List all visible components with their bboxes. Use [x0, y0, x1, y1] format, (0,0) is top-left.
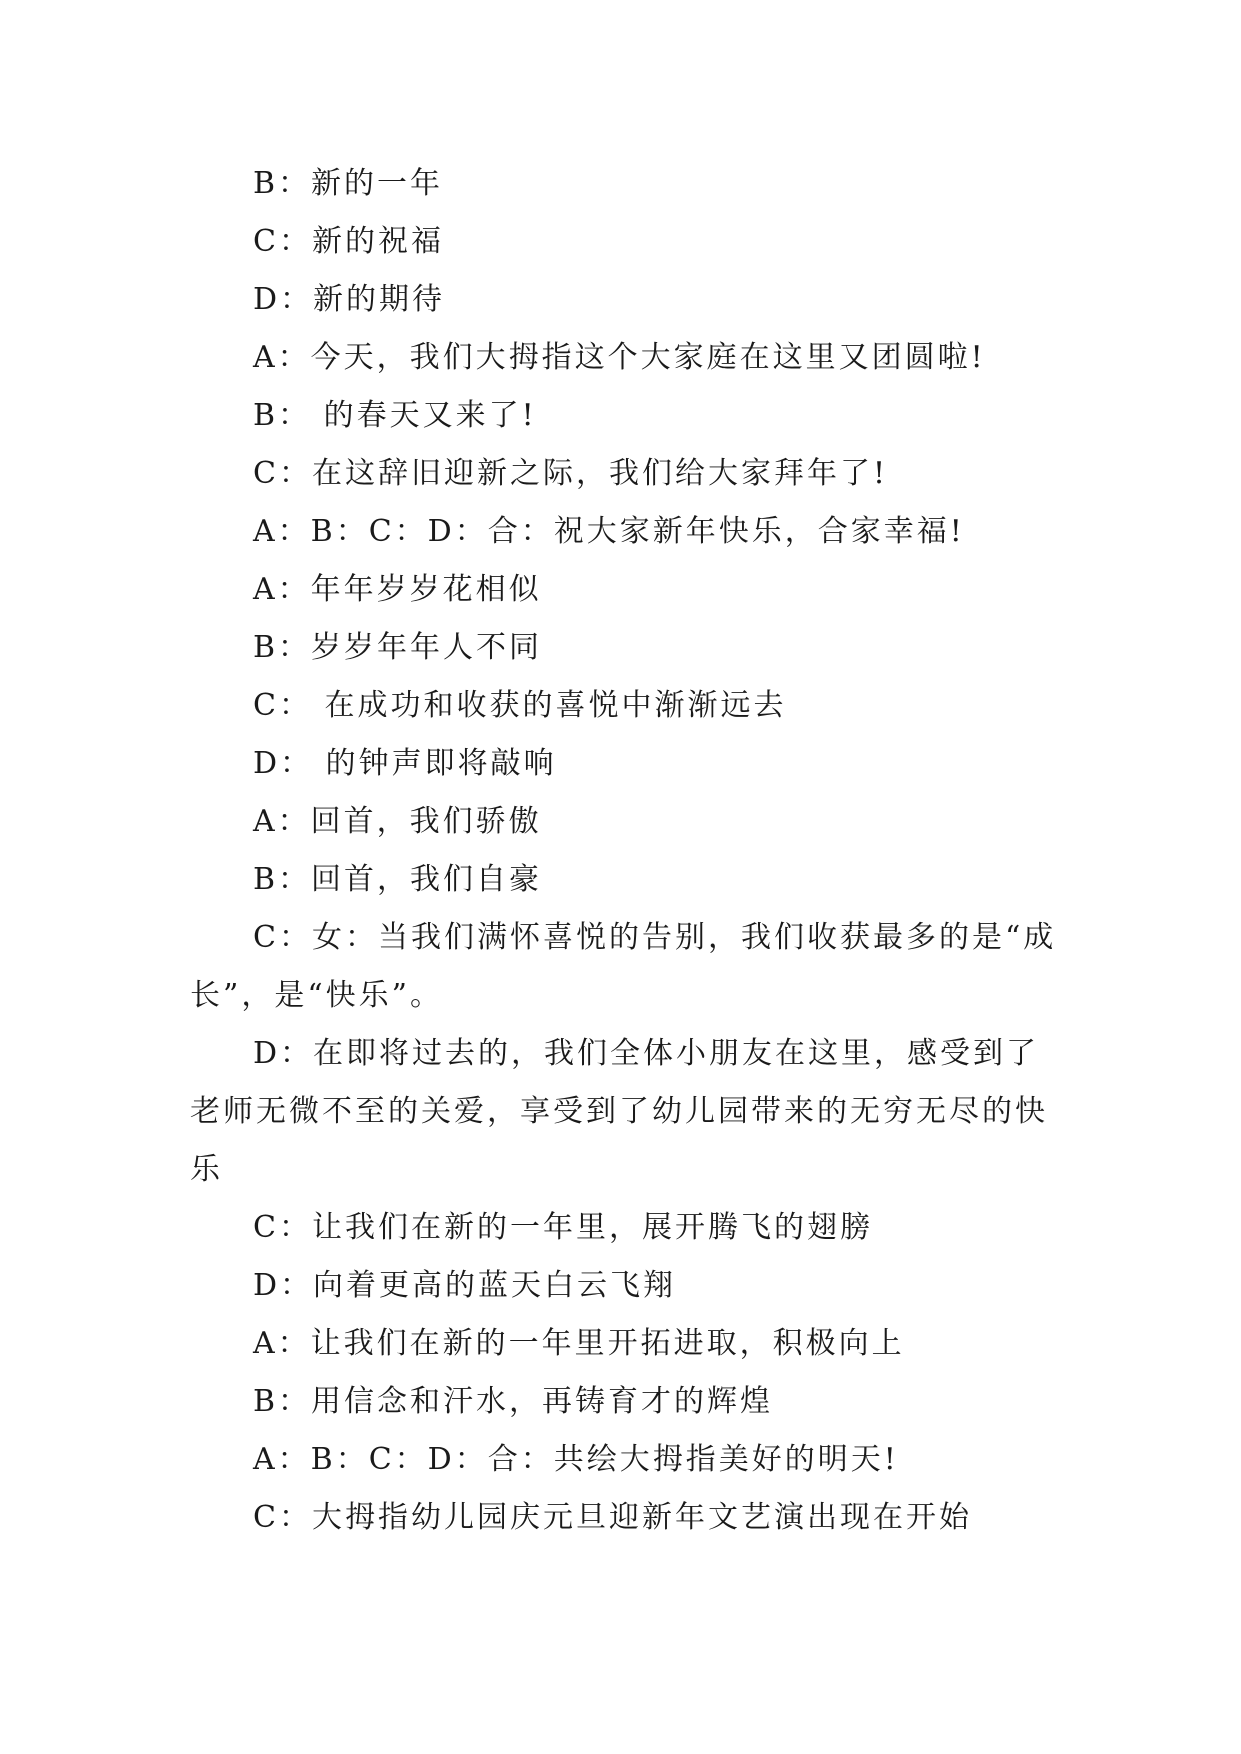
paragraph: A：B：C：D：合：祝大家新年快乐，合家幸福! — [253, 514, 965, 549]
paragraph: B：新的一年 — [253, 166, 444, 201]
paragraph: D：向着更高的蓝天白云飞翔 — [253, 1268, 677, 1303]
paragraph: D：在即将过去的，我们全体小朋友在这里，感受到了老师无微不至的关爱，享受到了幼儿园带来的无穷无尽的快乐 — [190, 1036, 1048, 1187]
paragraph: C：大拇指幼儿园庆元旦迎新年文艺演出现在开始 — [253, 1500, 972, 1535]
paragraph: A：回首，我们骄傲 — [253, 804, 542, 839]
paragraph: C：新的祝福 — [253, 224, 444, 259]
paragraph: A：今天，我们大拇指这个大家庭在这里又团圆啦! — [253, 340, 986, 375]
paragraph: D：新的期待 — [253, 282, 446, 317]
paragraph: A：B：C：D：合：共绘大拇指美好的明天! — [253, 1442, 899, 1477]
paragraph: C：在这辞旧迎新之际，我们给大家拜年了! — [253, 456, 889, 491]
paragraph: B： 的春天又来了! — [253, 398, 537, 433]
paragraph: C：让我们在新的一年里，展开腾飞的翅膀 — [253, 1210, 873, 1245]
paragraph: A：年年岁岁花相似 — [253, 572, 542, 607]
paragraph: C： 在成功和收获的喜悦中渐渐远去 — [253, 688, 787, 723]
paragraph: D： 的钟声即将敲响 — [253, 746, 557, 781]
paragraph: B：岁岁年年人不同 — [253, 630, 543, 665]
paragraph: A：让我们在新的一年里开拓进取，积极向上 — [253, 1326, 905, 1361]
paragraph: C：女：当我们满怀喜悦的告别，我们收获最多的是“成长”，是“快乐”。 — [190, 920, 1057, 1013]
paragraph: B：用信念和汗水，再铸育才的辉煌 — [253, 1384, 774, 1419]
paragraph: B：回首，我们自豪 — [253, 862, 543, 897]
document-body — [190, 155, 1060, 1547]
